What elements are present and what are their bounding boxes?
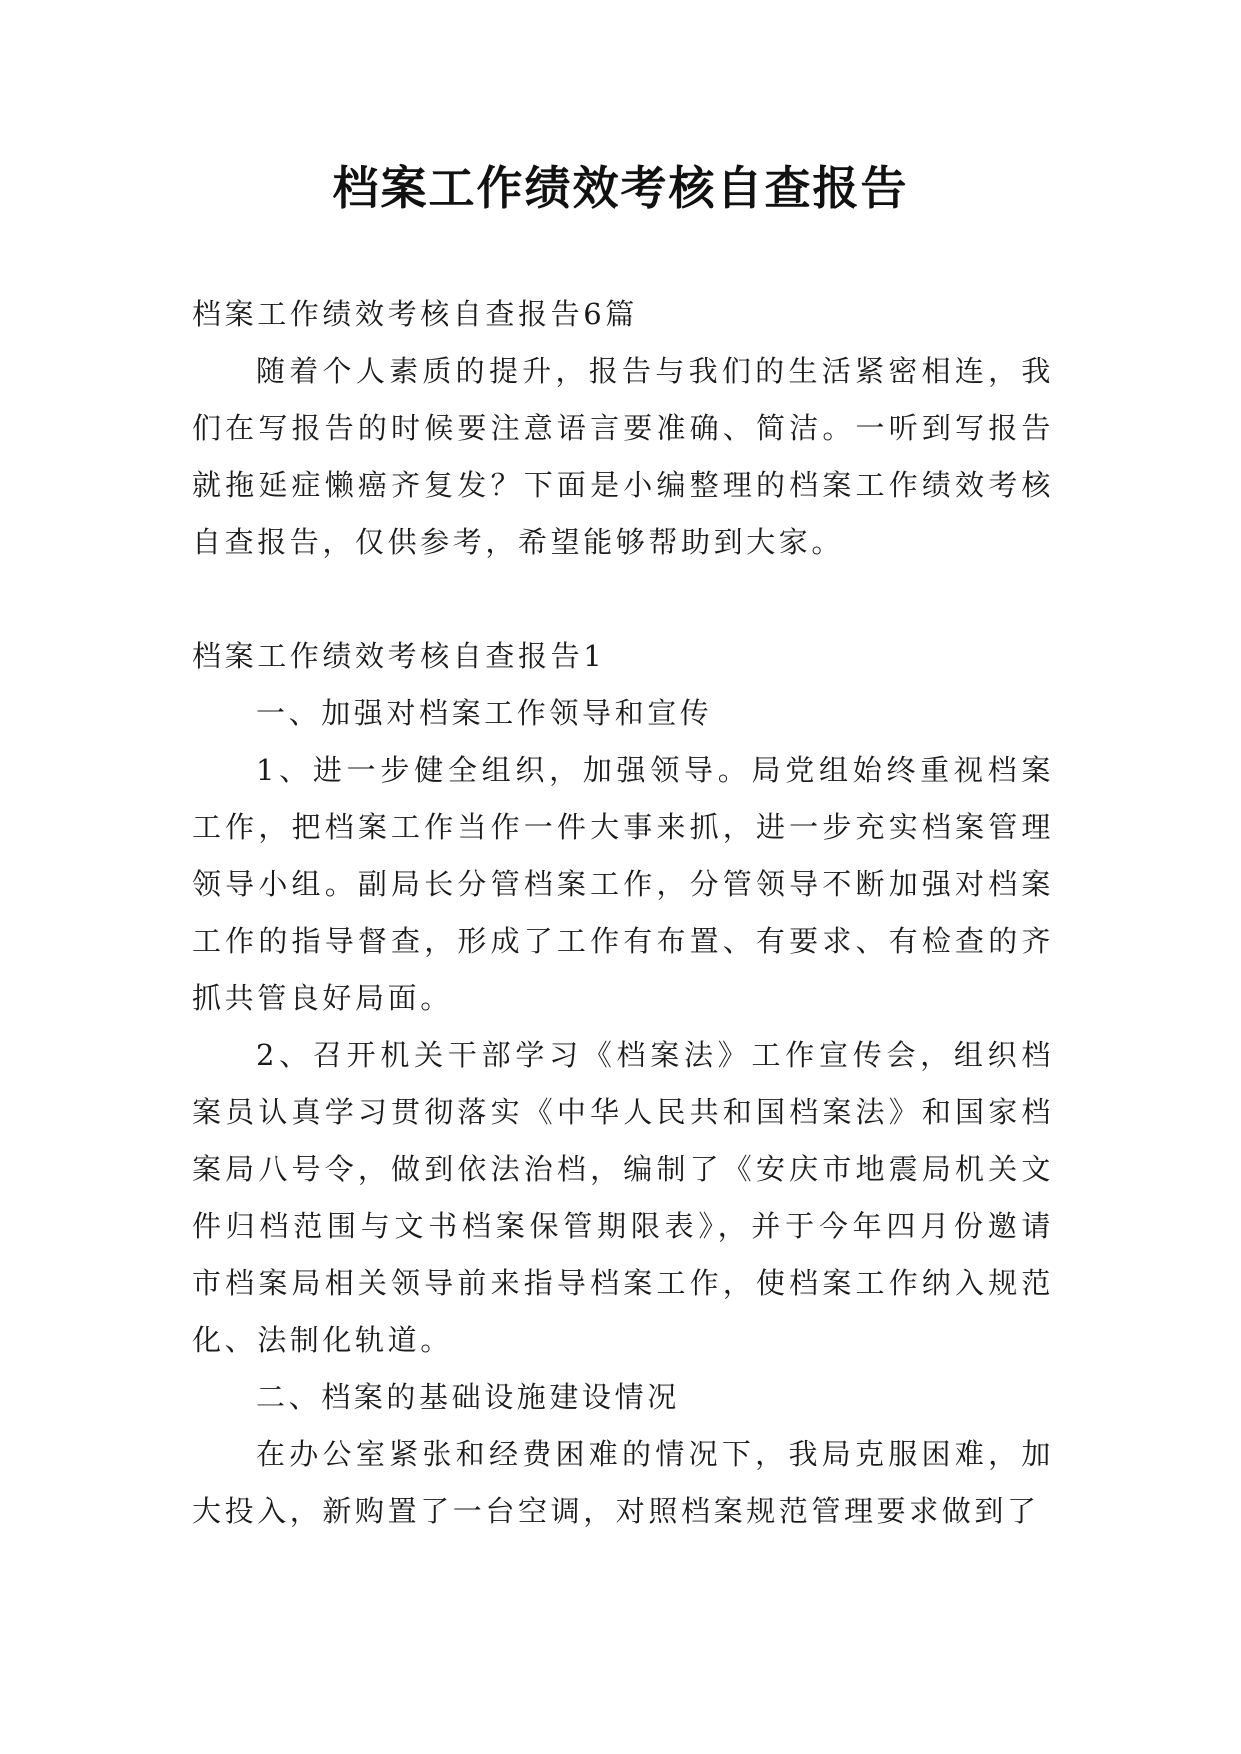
body-paragraph: 2、召开机关干部学习《档案法》工作宣传会，组织档案员认真学习贯彻落实《中华人民共和国档案法》和国家档案局八号令，做到依法治档，编制了《安庆市地震局机关文件归档范围与文书档案保管期限表》，并于今年四月份邀请市档案局相关领导前来指导档案工作，使档案工作纳入规范化、法制化轨道。 bbox=[192, 1038, 1054, 1357]
document-title: 档案工作绩效考核自查报告 bbox=[332, 161, 909, 215]
section-heading-1: 一、加强对档案工作领导和宣传 bbox=[256, 696, 713, 730]
document-body bbox=[192, 286, 1054, 1540]
section-heading-2: 二、档案的基础设施建设情况 bbox=[256, 1380, 680, 1414]
report-heading: 档案工作绩效考核自查报告1 bbox=[192, 639, 606, 673]
body-paragraph: 1、进一步健全组织，加强领导。局党组始终重视档案工作，把档案工作当作一件大事来抓，进一步充实档案管理领导小组。副局长分管档案工作，分管领导不断加强对档案工作的指导督查，形成了工作有布置、有要求、有检查的齐抓共管良好局面。 bbox=[192, 753, 1054, 1015]
body-paragraph: 在办公室紧张和经费困难的情况下，我局克服困难，加大投入，新购置了一台空调，对照档案规范管理要求做到了 bbox=[192, 1437, 1054, 1528]
intro-paragraph: 随着个人素质的提升，报告与我们的生活紧密相连，我们在写报告的时候要注意语言要准确、简洁。一听到写报告就拖延症懒癌齐复发？下面是小编整理的档案工作绩效考核自查报告，仅供参考，希望能够帮助到大家。 bbox=[192, 354, 1054, 559]
subtitle-paragraph: 档案工作绩效考核自查报告6篇 bbox=[192, 297, 638, 331]
